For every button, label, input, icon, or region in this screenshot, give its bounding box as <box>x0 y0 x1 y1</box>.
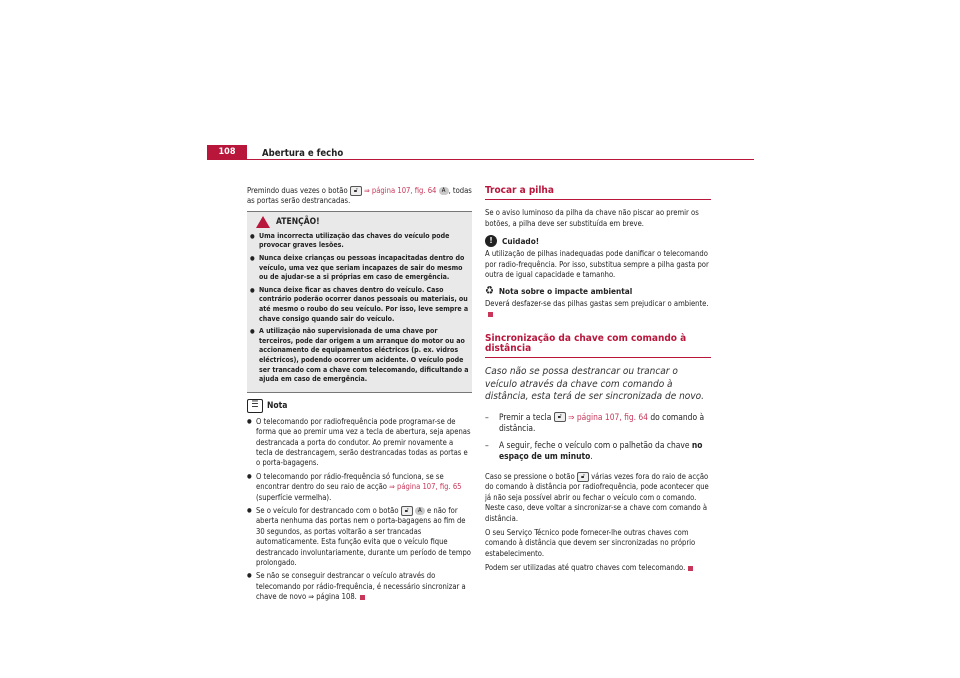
unlock-key-icon: 🔓︎ <box>350 186 362 196</box>
sync-intro: Caso não se possa destrancar ou trancar o veículo através da chave com comando à distância, esta terá de ser sincronizada de novo. <box>485 366 704 403</box>
battery-text: Se o aviso luminoso da pilha da chave não piscar ao premir os botões, a pilha deve ser substituída em breve. <box>485 208 699 228</box>
page-reference-link[interactable]: ⇒ página 107, fig. 65 <box>389 482 462 492</box>
chapter-title: Abertura e fecho <box>262 148 344 159</box>
warning-item: ● Nunca deixe crianças ou pessoas incapacitadas dentro do veículo, uma vez que seriam incapazes de sair do mesmo ou de ajudar-se a si próprias em caso de emergência. <box>250 254 469 283</box>
unlock-key-icon: 🔓︎ <box>401 506 413 516</box>
caution-icon: ! <box>485 235 497 247</box>
caution-heading: ! Cuidado! <box>485 235 711 247</box>
environment-text: Deverá desfazer-se das pilhas gastas sem prejudicar o ambiente. <box>485 299 711 320</box>
button-label-a: A <box>439 187 449 195</box>
note-item: ● Se o veículo for destrancado com o botão 🔓︎ A e não for aberta nenhuma das portas nem o porta-bagagens ao fim de 30 segundos, as portas voltarão a ser trancadas automaticamente. Esta função evita que o veículo fique destrancado involuntariamente, durante um período de tempo prolongado. <box>247 506 472 568</box>
section-title-battery: Trocar a pilha <box>485 186 711 200</box>
end-mark-icon <box>360 595 365 600</box>
page-reference-link[interactable]: ⇒ página 107, fig. 64 <box>568 411 648 422</box>
environment-heading: ♻︎ Nota sobre o impacte ambiental <box>485 284 633 298</box>
warning-heading: ATENÇÃO! <box>256 216 469 228</box>
step-item: – A seguir, feche o veículo com o palhetão da chave no espaço de um minuto. <box>485 439 703 461</box>
sync-paragraph: O seu Serviço Técnico pode fornecer-lhe outras chaves com comando à distância que devem ser sincronizadas no próprio estabelecimento. <box>485 528 696 558</box>
header-rule <box>207 159 754 160</box>
warning-triangle-icon <box>256 216 270 228</box>
note-heading: ☰ Nota <box>247 399 472 413</box>
end-mark-icon <box>488 312 493 317</box>
warning-item: ● Uma incorrecta utilização das chaves do veículo pode provocar graves lesões. <box>250 232 469 251</box>
end-mark-icon <box>688 566 693 571</box>
page-reference-link[interactable]: ⇒ página 107, fig. 64 <box>364 186 437 195</box>
warning-box <box>247 211 472 393</box>
sync-paragraph: Caso se pressione o botão 🔓︎ várias vezes fora do raio de acção do comando à distância por radiofrequência, pode acontecer que já não seja possível abrir ou fechar o veículo com o comando. Neste caso, deve voltar a sincronizar-se a chave com comando à distância. <box>485 471 709 523</box>
note-item: ● Se não se conseguir destrancar o veículo através do telecomando por rádio-frequência, é necessário sincronizar a chave de novo ⇒ página 108. <box>247 571 472 602</box>
warning-item: ● Nunca deixe ficar as chaves dentro do veículo. Caso contrário poderão ocorrer danos pessoais ou materiais, ou até mesmo o roubo do seu veículo. Por isso, leve sempre a chave consigo quando sair do veículo. <box>250 286 469 324</box>
section-title-sync: Sincronização da chave com comando à distância <box>485 334 711 359</box>
right-column <box>485 186 711 578</box>
note-item: ● O telecomando por radiofrequência pode programar-se de forma que ao premir uma vez a tecla de abertura, seja apenas destrancada a porta do condutor. Ao premir novamente a tecla de destrancagem, serão destrancadas todas as portas e o porta-bagagens. <box>247 417 472 469</box>
intro-paragraph: Premindo duas vezes o botão 🔓︎ ⇒ página 107, fig. 64 A , todas as portas serão destrancadas. <box>247 186 472 206</box>
unlock-key-icon: 🔓︎ <box>577 472 589 482</box>
button-label-a: A <box>415 507 425 515</box>
note-icon: ☰ <box>247 399 263 413</box>
left-column <box>247 186 472 606</box>
page-number: 108 <box>207 145 247 159</box>
environment-icon: ♻︎ <box>485 284 494 298</box>
warning-item: ● A utilização não supervisionada de uma chave por terceiros, pode dar origem a um arranque do motor ou ao accionamento de equipamentos eléctricos (p. ex. vidros eléctricos), podendo ocorrer um acidente. O veículo pode ser trancado com a chave com telecomando, dificultando a ajuda em caso de emergência. <box>250 327 469 385</box>
sync-paragraph: Podem ser utilizadas até quatro chaves com telecomando. <box>485 563 711 573</box>
note-item: ● O telecomando por rádio-frequência só funciona, se se encontrar dentro do seu raio de acção ⇒ página 107, fig. 65 (superfície vermelha). <box>247 472 472 503</box>
caution-text: A utilização de pilhas inadequadas pode danificar o telecomando por radio-frequência. Por isso, substitua sempre a pilha gasta por outra de igual capacidade e tamanho. <box>485 249 709 280</box>
step-item: – Premir a tecla 🔓︎ ⇒ página 107, fig. 64 do comando à distância. <box>485 411 705 433</box>
unlock-key-icon: 🔓︎ <box>554 412 566 422</box>
